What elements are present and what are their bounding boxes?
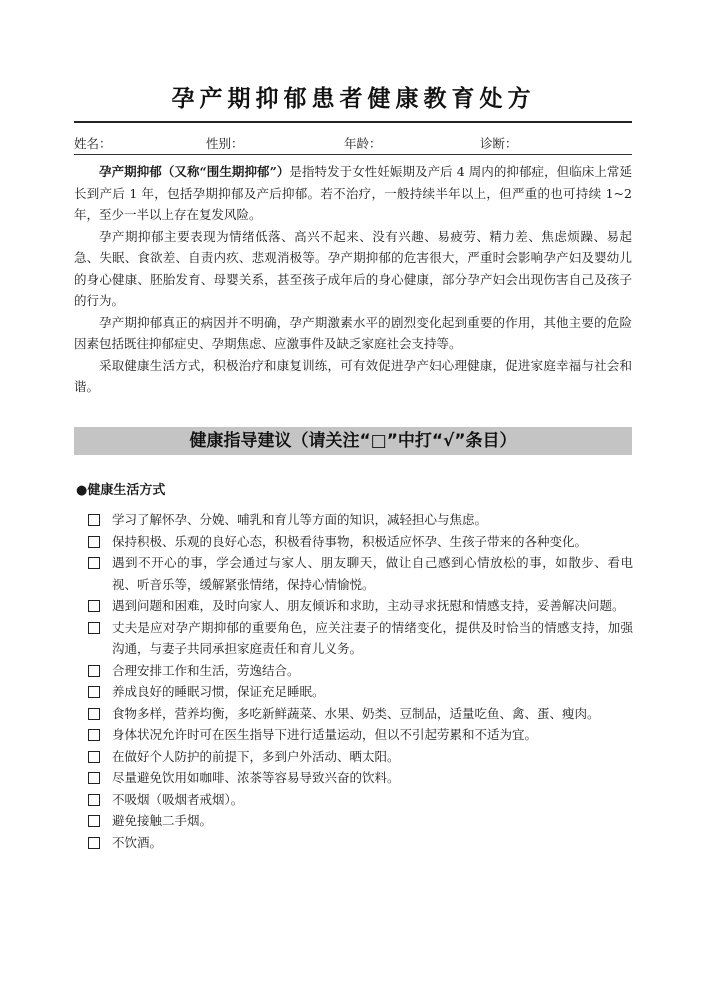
intro-paragraph: 采取健康生活方式，积极治疗和康复训练，可有效促进孕产妇心理健康，促进家庭幸福与社会和谐。 — [74, 357, 632, 394]
checklist-item — [88, 789, 633, 811]
checklist-item-text: 身体状况允许时可在医生指导下进行适量运动，但以不引起劳累和不适为宜。 — [112, 727, 538, 742]
checklist-item-text: 学习了解怀孕、分娩、哺乳和育儿等方面的知识，减轻担心与焦虑。 — [112, 512, 488, 527]
page-title: 孕产期抑郁患者健康教育处方 — [171, 86, 536, 112]
intro-paragraph: 孕产期抑郁主要表现为情绪低落、高兴不起来、没有兴趣、易疲劳、精力差、焦虑烦躁、易起急、失眠、食欲差、自责内疚、悲观消极等。孕产期抑郁的危害很大，严重时会影响孕产妇及婴幼儿的身心健康、胚胎发育、母婴关系，甚至孩子成年后的身心健康，部分孕产妇会出现伤害自己及孩子的行为。 — [74, 228, 632, 308]
checklist-item — [88, 595, 633, 617]
diagnosis-label: 诊断： — [480, 136, 518, 151]
checklist-item-text: 食物多样，营养均衡，多吃新鲜蔬菜、水果、奶类、豆制品，适量吃鱼、禽、蛋、瘦肉。 — [112, 705, 600, 721]
info-divider — [74, 154, 632, 155]
gender-label: 性别： — [206, 136, 244, 151]
checkbox[interactable] — [88, 837, 100, 849]
checklist-item-text: 保持积极、乐观的良好心态，积极看待事物，积极适应怀孕、生孩子带来的各种变化。 — [112, 533, 588, 549]
checklist-item — [88, 617, 633, 660]
guidance-header-bar: 健康指导建议（请关注“□”中打“√”条目） — [74, 427, 632, 455]
checkbox[interactable] — [88, 751, 100, 763]
checkbox[interactable] — [88, 708, 100, 720]
checklist-item — [88, 746, 633, 768]
checklist-item — [88, 552, 633, 595]
checkbox[interactable] — [88, 622, 100, 634]
checklist-item-text: 在做好个人防护的前提下，多到户外活动、晒太阳。 — [112, 748, 400, 764]
checklist-item — [88, 531, 633, 553]
checklist-item — [88, 767, 633, 789]
checkbox[interactable] — [88, 794, 100, 806]
checklist-item-text: 不吸烟（吸烟者戒烟）。 — [112, 791, 244, 807]
checklist-item-text: 尽量避免饮用如咖啡、浓茶等容易导致兴奋的饮料。 — [112, 770, 400, 785]
lifestyle-checklist — [88, 509, 633, 853]
checklist-item — [88, 724, 633, 746]
checkbox[interactable] — [88, 514, 100, 526]
checkbox[interactable] — [88, 815, 100, 827]
checklist-item-text: 遇到问题和困难，及时向家人、朋友倾诉和求助，主动寻求抚慰和情感支持，妥善解决问题。 — [112, 598, 625, 613]
checkbox[interactable] — [88, 536, 100, 548]
term-highlight: 孕产期抑郁（又称“围生期抑郁”） — [99, 164, 290, 179]
checklist-item-text: 养成良好的睡眠习惯，保证充足睡眠。 — [112, 684, 325, 699]
checklist-item-text: 不饮酒。 — [112, 834, 163, 850]
checklist-item — [88, 681, 633, 703]
checklist-item — [88, 832, 633, 854]
intro-paragraph — [74, 161, 632, 226]
checkbox[interactable] — [88, 686, 100, 698]
checklist-item-text: 丈夫是应对孕产期抑郁的重要角色，应关注妻子的情绪变化，提供及时恰当的情感支持，加强沟通，与妻子共同承担家庭责任和育儿义务。 — [112, 619, 633, 656]
checkbox[interactable] — [88, 729, 100, 741]
patient-info-row — [74, 134, 632, 150]
checklist-item-text: 避免接触二手烟。 — [112, 813, 213, 828]
title-divider — [74, 121, 632, 123]
checklist-item — [88, 509, 633, 531]
intro-text — [74, 161, 632, 398]
checkbox[interactable] — [88, 772, 100, 784]
intro-paragraph: 孕产期抑郁真正的病因并不明确，孕产期激素水平的剧烈变化起到重要的作用，其他主要的危险因素包括既往抑郁症史、孕期焦虑、应激事件及缺乏家庭社会支持等。 — [74, 314, 632, 351]
checkbox[interactable] — [88, 600, 100, 612]
section-heading: ●健康生活方式 — [76, 483, 166, 498]
checklist-item — [88, 660, 633, 682]
checkbox[interactable] — [88, 557, 100, 569]
checkbox[interactable] — [88, 665, 100, 677]
checklist-item-text: 合理安排工作和生活，劳逸结合。 — [112, 662, 300, 678]
checklist-item-text: 遇到不开心的事，学会通过与家人、朋友聊天，做让自己感到心情放松的事，如散步、看电视、听音乐等，缓解紧张情绪，保持心情愉悦。 — [112, 555, 633, 592]
name-label: 姓名： — [74, 136, 112, 151]
age-label: 年龄： — [344, 136, 382, 151]
checklist-item — [88, 810, 633, 832]
checklist-item — [88, 703, 633, 725]
intro-paragraph-text: 是指特发于女性妊娠期及产后 4 周内的抑郁症，但临床上常延长到产后 1 年，包括孕期抑郁及产后抑郁。若不治疗，一般持续半年以上，但严重的也可持续 1~2 年，至少一半以上存在复发风险。 — [74, 164, 632, 222]
